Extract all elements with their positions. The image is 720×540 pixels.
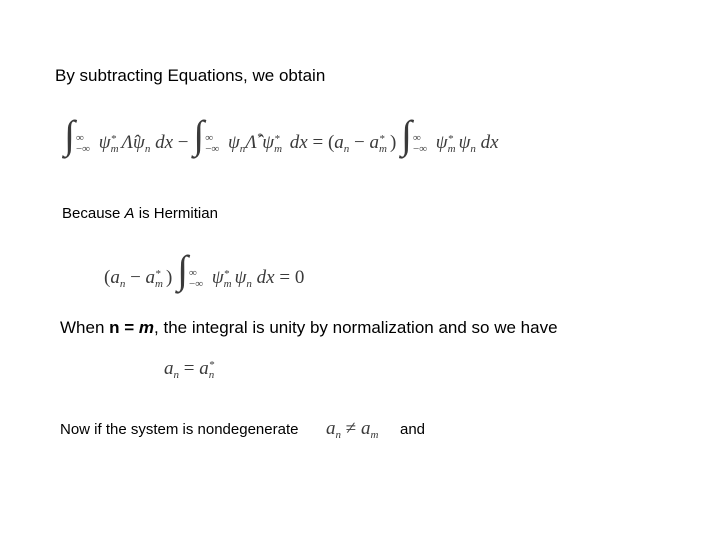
integral-sign: ∫ — [193, 112, 205, 157]
integral-sign: ∫ — [401, 112, 412, 157]
and-text: and — [400, 421, 426, 438]
normalization-text: When n = m, the integral is unity by normalization and so we have — [60, 318, 558, 337]
equation-4: $a_n \ne a_m$ — [326, 418, 379, 441]
equation-1: ∫ ∞ −∞ ψ * m $\Lambdâ\psi_n$ dx − ∫ ∞ −∞ $\psi_n\Lambdâ^*\psi$ * m dx = ($a_n - a$ * m ) ∫ ∞ −∞ ψ * m $\psi_n$ dx — [64, 112, 499, 157]
integral-sign: ∫ — [64, 112, 75, 157]
nondegenerate-text: Now if the system is nondegenerate — [60, 421, 299, 438]
equation-2: ($a_n - a$ * m ) ∫ ∞ −∞ ψ * m $\psi_n$ dx = 0 — [104, 247, 305, 292]
equation-3: $a_n = a$ * n — [164, 358, 215, 381]
hermitian-text: Because A is Hermitian — [62, 205, 218, 222]
intro-text: By subtracting Equations, we obtain — [55, 66, 326, 85]
integral-sign: ∫ — [177, 247, 189, 292]
